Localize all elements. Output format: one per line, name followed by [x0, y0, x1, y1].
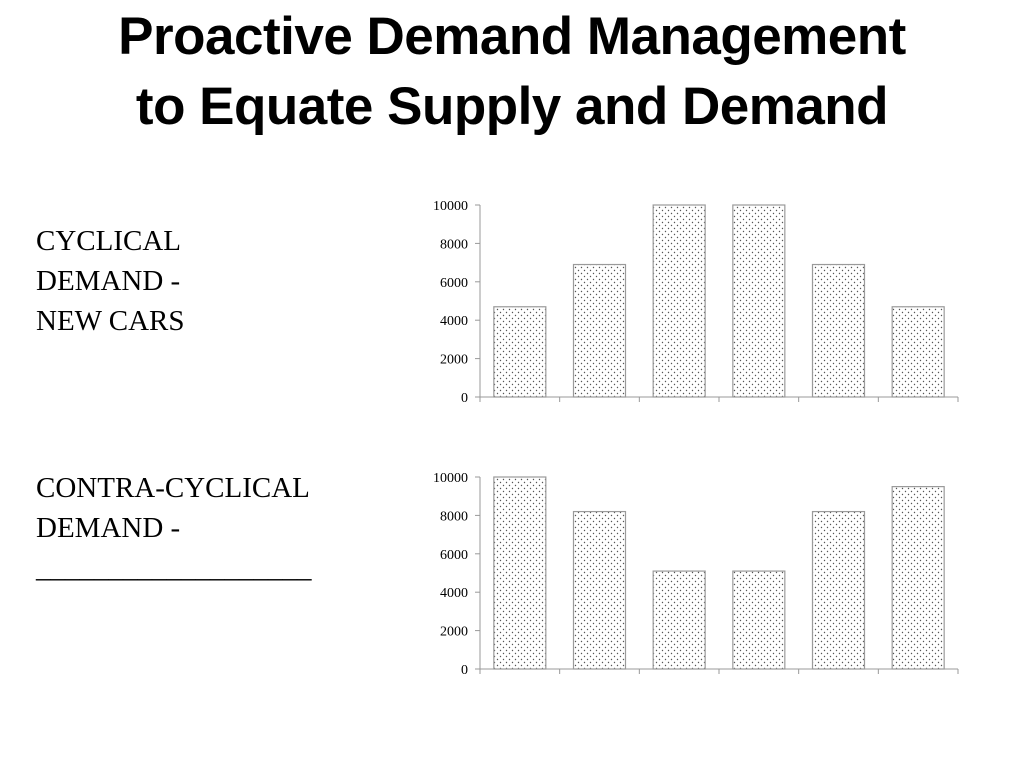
bar-4 — [733, 205, 785, 397]
cyclical-label-line-1: CYCLICAL — [36, 225, 181, 257]
bar-1 — [494, 307, 546, 397]
contra-label-line-2: DEMAND - — [36, 512, 181, 544]
y-tick-label: 8000 — [440, 237, 468, 253]
y-tick-label: 4000 — [440, 586, 468, 602]
contra-cyclical-demand-chart — [400, 460, 970, 685]
cyclical-demand-chart — [400, 188, 970, 413]
y-tick-label: 10000 — [433, 471, 468, 486]
bar-2 — [574, 512, 626, 669]
contra-label-line-1: CONTRA-CYCLICAL — [36, 472, 310, 504]
bar-3 — [653, 205, 705, 397]
y-tick-label: 2000 — [440, 624, 468, 640]
bar-1 — [494, 477, 546, 669]
cyclical-label-line-3: NEW CARS — [36, 305, 185, 337]
contra-cyclical-demand-label — [36, 468, 312, 588]
bar-5 — [813, 512, 865, 669]
y-tick-label: 8000 — [440, 509, 468, 525]
y-tick-label: 0 — [461, 391, 468, 406]
slide-title — [0, 2, 1024, 142]
cyclical-label-line-2: DEMAND - — [36, 265, 181, 297]
bar-3 — [653, 571, 705, 669]
bar-6 — [892, 307, 944, 397]
bar-6 — [892, 487, 944, 669]
slide-title-line-2: to Equate Supply and Demand — [135, 77, 889, 136]
contra-label-blank-line: ___________________ — [36, 552, 312, 584]
y-tick-label: 2000 — [440, 352, 468, 368]
y-tick-label: 6000 — [440, 275, 468, 291]
bar-2 — [574, 265, 626, 397]
y-tick-label: 0 — [461, 663, 468, 678]
bar-4 — [733, 571, 785, 669]
bar-5 — [813, 265, 865, 397]
y-tick-label: 6000 — [440, 547, 468, 563]
slide-title-line-1: Proactive Demand Management — [118, 7, 906, 66]
y-tick-label: 4000 — [440, 314, 468, 330]
cyclical-demand-label — [36, 221, 185, 341]
y-tick-label: 10000 — [433, 199, 468, 214]
